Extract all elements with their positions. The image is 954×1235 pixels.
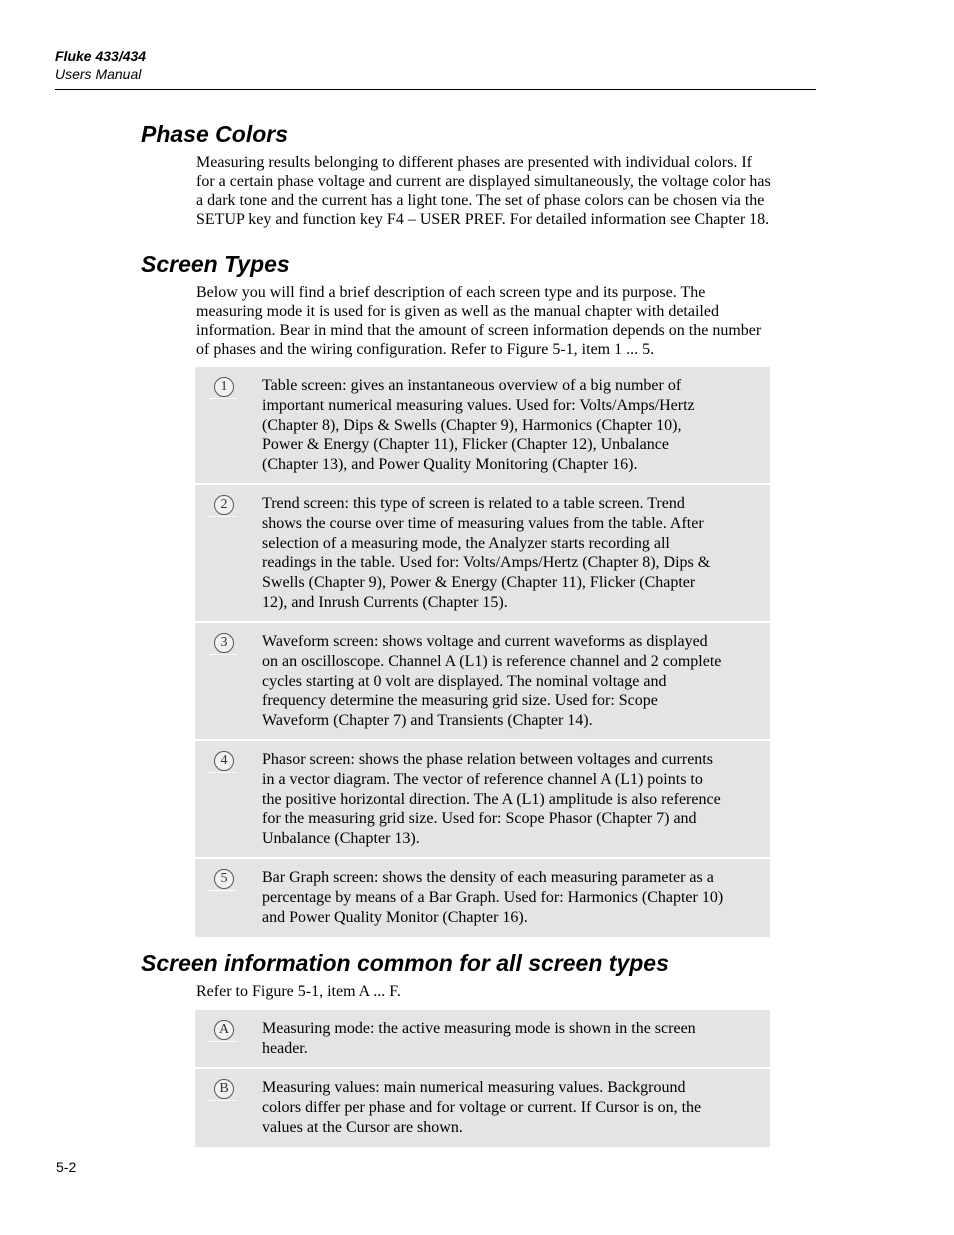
text-line: in a vector diagram. The vector of reference channel A (L1) points to [262,770,703,788]
item-marker: 1 [214,377,234,397]
text-line: cycles starting at 0 volt are displayed. The nominal voltage and [262,672,667,690]
table-row [195,485,770,623]
text-line: for a certain phase voltage and current are displayed simultaneously, the voltage color has [196,173,771,190]
table-row [195,741,770,859]
text-line: Power & Energy (Chapter 11), Flicker (Chapter 12), Unbalance [262,436,669,454]
text-line: Table screen: gives an instantaneous overview of a big number of [262,377,682,394]
text-line: the positive horizontal direction. The A (L1) amplitude is also reference [262,790,721,808]
text-line: for the measuring grid size. Used for: Scope Phasor (Chapter 7) and [262,810,697,828]
text-line: measuring mode it is used for is given as well as the manual chapter with detailed [196,303,719,320]
item-marker: 2 [214,495,234,515]
text-line: Waveform (Chapter 7) and Transients (Chapter 14). [262,712,593,730]
text-line: shows the course over time of measuring values from the table. After [262,514,704,532]
paragraph-phase-colors [196,153,818,229]
paragraph-screen-types [196,283,818,359]
page-number: 5-2 [56,1159,77,1175]
item-description [262,494,762,613]
text-line: (Chapter 13), and Power Quality Monitoring (Chapter 16). [262,456,638,474]
text-line: Waveform screen: shows voltage and current waveforms as displayed [262,633,708,650]
item-description [262,632,762,731]
item-description [262,1078,762,1137]
item-description [262,868,762,927]
text-line: of phases and the wiring configuration. Refer to Figure 5-1, item 1 ... 5. [196,341,655,358]
text-line: important numerical measuring values. Used for: Volts/Amps/Hertz [262,396,695,414]
item-marker: 4 [214,751,234,771]
text-line: Below you will find a brief description of each screen type and its purpose. The [196,284,706,301]
screen-types-table [195,367,770,937]
text-line: values at the Cursor are shown. [262,1118,463,1136]
text-line: readings in the table. Used for: Volts/Amps/Hertz (Chapter 8), Dips & [262,554,711,572]
table-row [195,1010,770,1069]
text-line: Measuring results belonging to different phases are presented with individual colors. If [196,154,753,171]
text-line: Phasor screen: shows the phase relation between voltages and currents [262,751,713,768]
screen-information-table [195,1010,770,1147]
item-marker: 3 [214,633,234,653]
heading-screen-types: Screen Types [141,251,290,277]
item-marker: B [214,1079,234,1099]
text-line: percentage by means of a Bar Graph. Used for: Harmonics (Chapter 10) [262,888,724,906]
text-line: Measuring mode: the active measuring mode is shown in the screen [262,1020,696,1037]
item-marker: A [214,1020,234,1040]
manual-name: Users Manual [55,66,142,82]
text-line: Refer to Figure 5-1, item A ... F. [196,983,401,1000]
table-row [195,623,770,741]
text-line: Swells (Chapter 9), Power & Energy (Chapter 11), Flicker (Chapter [262,574,696,592]
text-line: Measuring values: main numerical measuring values. Background [262,1079,686,1096]
table-row [195,1069,770,1147]
heading-screen-information: Screen information common for all screen types [141,950,669,976]
running-header [55,47,146,83]
text-line: Bar Graph screen: shows the density of each measuring parameter as a [262,869,714,886]
text-line: on an oscilloscope. Channel A (L1) is reference channel and 2 complete [262,652,722,670]
text-line: Trend screen: this type of screen is related to a table screen. Trend [262,495,685,512]
paragraph-screen-information [196,982,818,1001]
item-marker: 5 [214,869,234,889]
text-line: and Power Quality Monitor (Chapter 16). [262,908,528,926]
product-name: Fluke 433/434 [55,48,147,64]
header-rule [55,89,816,90]
text-line: frequency determine the measuring grid size. Used for: Scope [262,692,658,710]
table-row [195,859,770,937]
heading-phase-colors: Phase Colors [141,121,288,147]
text-line: Unbalance (Chapter 13). [262,830,420,848]
item-description [262,376,762,475]
text-line: (Chapter 8), Dips & Swells (Chapter 9), Harmonics (Chapter 10), [262,416,682,434]
table-row [195,367,770,485]
text-line: 12), and Inrush Currents (Chapter 15). [262,593,508,611]
text-line: selection of a measuring mode, the Analyzer starts recording all [262,534,670,552]
text-line: information. Bear in mind that the amount of screen information depends on the number [196,322,762,339]
text-line: colors differ per phase and for voltage or current. If Cursor is on, the [262,1098,702,1116]
text-line: a dark tone and the current has a light tone. The set of phase colors can be chosen via the [196,192,765,209]
text-line: SETUP key and function key F4 – USER PREF. For detailed information see Chapter 18. [196,211,770,228]
text-line: header. [262,1039,308,1057]
item-description [262,1019,762,1059]
item-description [262,750,762,849]
